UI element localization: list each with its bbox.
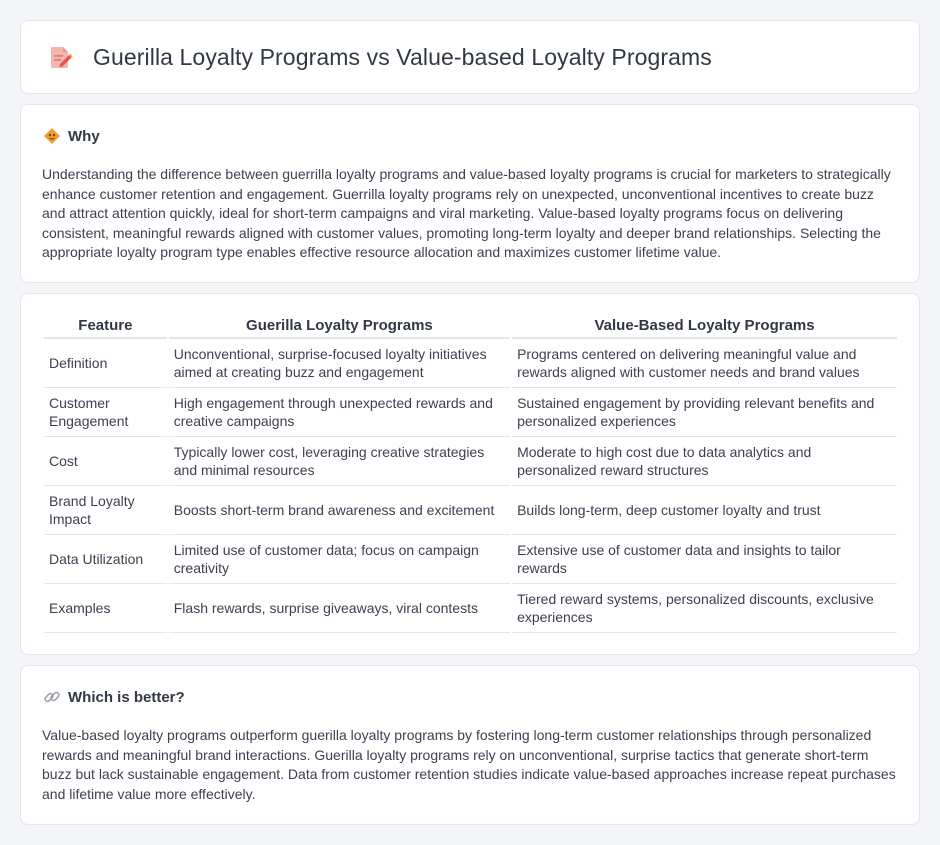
document-pencil-icon	[47, 44, 73, 70]
table-row	[44, 486, 897, 535]
guerilla-cell: Boosts short-term brand awareness and excitement	[169, 486, 510, 535]
page-title: Guerilla Loyalty Programs vs Value-based Loyalty Programs	[93, 43, 712, 70]
table-row	[44, 339, 897, 388]
why-title: Why	[68, 127, 100, 145]
comparison-section	[20, 293, 920, 655]
feature-cell: Examples	[44, 584, 167, 633]
link-icon	[43, 688, 61, 706]
diamond-icon	[43, 127, 61, 145]
table-row	[44, 535, 897, 584]
value-based-cell: Programs centered on delivering meaningful value and rewards aligned with customer needs and brand values	[512, 339, 897, 388]
guerilla-cell: Limited use of customer data; focus on campaign creativity	[169, 535, 510, 584]
value-based-cell: Extensive use of customer data and insights to tailor rewards	[512, 535, 897, 584]
guerilla-cell: Unconventional, surprise-focused loyalty initiatives aimed at creating buzz and engagement	[169, 339, 510, 388]
value-based-cell: Moderate to high cost due to data analytics and personalized reward structures	[512, 437, 897, 486]
column-header-value-based: Value-Based Loyalty Programs	[512, 314, 897, 339]
why-section	[20, 104, 920, 283]
feature-cell: Data Utilization	[44, 535, 167, 584]
table-row	[44, 388, 897, 437]
title-card	[20, 20, 920, 94]
table-row	[44, 584, 897, 633]
table-row	[44, 437, 897, 486]
comparison-table	[42, 314, 899, 633]
column-header-feature: Feature	[44, 314, 167, 339]
which-is-better-section	[20, 665, 920, 825]
guerilla-cell: High engagement through unexpected rewards and creative campaigns	[169, 388, 510, 437]
why-text: Understanding the difference between guerrilla loyalty programs and value-based loyalty programs is crucial for marketers to strategically enhance customer retention and engagement. Guerrilla loyalty programs rely on unexpected, unconventional incentives to create buzz and attract attention quickly, ideal for short-term campaigns and viral marketing. Value-based loyalty programs focus on delivering consistent, meaningful rewards aligned with customer values, promoting long-term loyalty and deeper brand relationships. Selecting the appropriate loyalty program type enables effective resource allocation and maximizes customer lifetime value.	[42, 166, 891, 261]
value-based-cell: Builds long-term, deep customer loyalty and trust	[512, 486, 897, 535]
feature-cell: Customer Engagement	[44, 388, 167, 437]
table-header-row	[44, 314, 897, 339]
guerilla-cell: Flash rewards, surprise giveaways, viral contests	[169, 584, 510, 633]
feature-cell: Brand Loyalty Impact	[44, 486, 167, 535]
feature-cell: Definition	[44, 339, 167, 388]
feature-cell: Cost	[44, 437, 167, 486]
value-based-cell: Tiered reward systems, personalized discounts, exclusive experiences	[512, 584, 897, 633]
column-header-guerilla: Guerilla Loyalty Programs	[169, 314, 510, 339]
value-based-cell: Sustained engagement by providing relevant benefits and personalized experiences	[512, 388, 897, 437]
which-is-better-title: Which is better?	[68, 688, 185, 706]
which-is-better-text: Value-based loyalty programs outperform guerilla loyalty programs by fostering long-term customer relationships through personalized rewards and meaningful brand interactions. Guerilla loyalty programs rely on unconventional, surprise tactics that generate short-term buzz but lack sustainable engagement. Data from customer retention studies indicate value-based approaches increase repeat purchases and lifetime value more effectively.	[42, 727, 896, 802]
guerilla-cell: Typically lower cost, leveraging creative strategies and minimal resources	[169, 437, 510, 486]
